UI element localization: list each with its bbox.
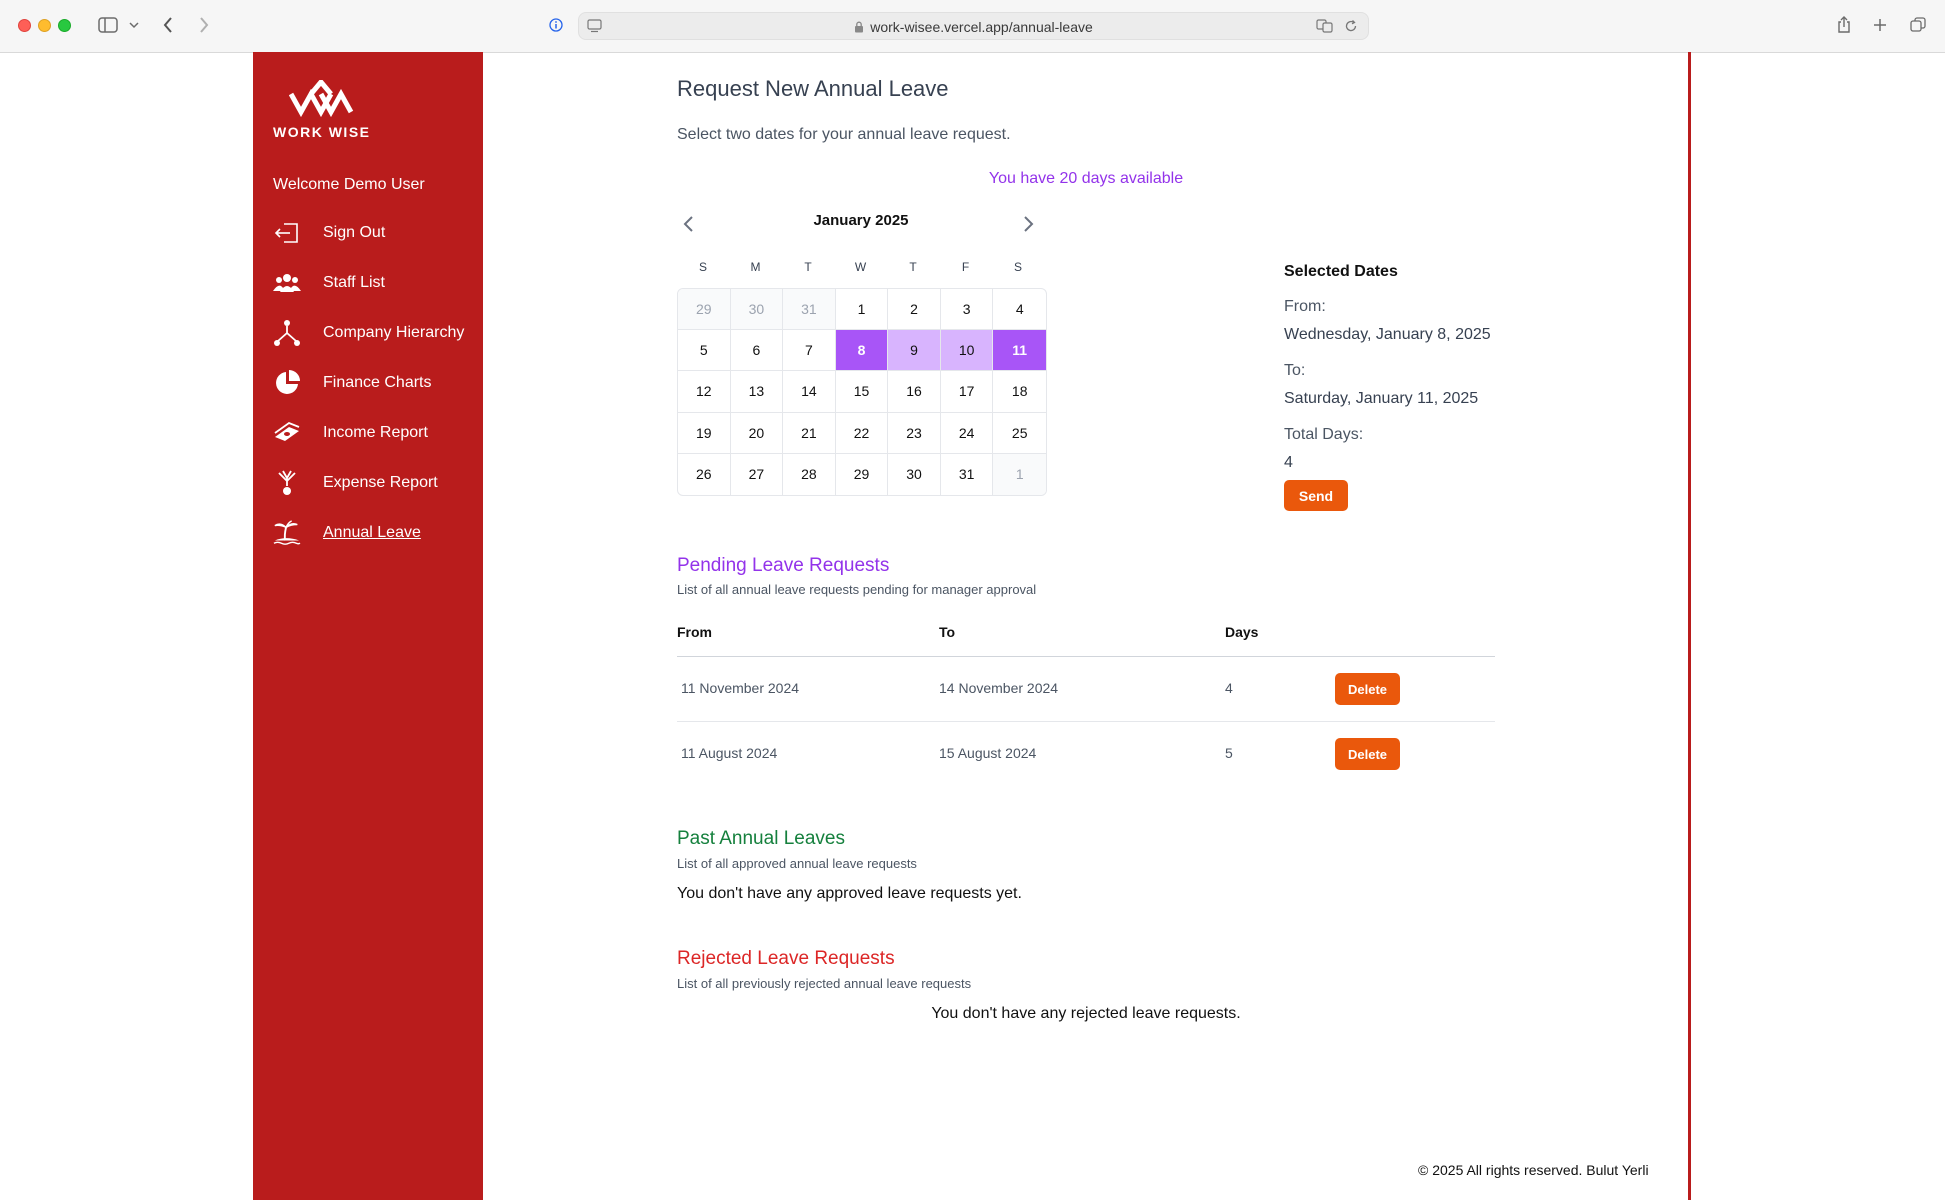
past-empty-message: You don't have any approved leave requests yet. xyxy=(677,885,1022,902)
calendar-day[interactable]: 27 xyxy=(731,454,784,495)
to-label: To: xyxy=(1284,362,1306,379)
tab-overview-icon[interactable] xyxy=(1908,13,1928,37)
days-available-text: You have 20 days available xyxy=(988,170,1184,187)
sidebar-item-label: Staff List xyxy=(323,274,385,291)
sidebar-item-label: Company Hierarchy xyxy=(323,324,465,341)
sidebar-item-label: Expense Report xyxy=(323,474,438,491)
sidebar-item-sign-out[interactable] xyxy=(273,218,478,248)
calendar-day[interactable]: 10 xyxy=(941,330,994,371)
calendar-day[interactable]: 18 xyxy=(993,371,1046,412)
lock-icon xyxy=(854,20,864,36)
calendar-day[interactable]: 17 xyxy=(941,371,994,412)
rejected-empty-message: You don't have any rejected leave requests. xyxy=(931,1005,1241,1022)
sidebar-item-label: Finance Charts xyxy=(323,374,432,391)
calendar-day[interactable]: 2 xyxy=(888,289,941,330)
sidebar xyxy=(253,52,483,1200)
from-label: From: xyxy=(1284,298,1326,315)
calendar-day[interactable]: 1 xyxy=(836,289,889,330)
calendar-day[interactable]: 26 xyxy=(678,454,731,495)
sidebar-item-staff-list[interactable] xyxy=(273,268,478,298)
calendar-day[interactable]: 28 xyxy=(783,454,836,495)
address-bar[interactable] xyxy=(578,12,1369,40)
calendar-month-label: January 2025 xyxy=(813,212,909,229)
sidebar-item-expense-report[interactable] xyxy=(273,468,478,498)
row-to: 15 August 2024 xyxy=(939,745,1037,761)
from-value: Wednesday, January 8, 2025 xyxy=(1284,326,1491,343)
calendar-day[interactable]: 31 xyxy=(941,454,994,495)
calendar-day[interactable]: 14 xyxy=(783,371,836,412)
calendar-day[interactable]: 5 xyxy=(678,330,731,371)
row-from: 11 August 2024 xyxy=(681,745,778,761)
row-days: 4 xyxy=(1225,680,1233,696)
back-icon[interactable] xyxy=(158,13,178,37)
staff-icon xyxy=(273,269,301,297)
calendar-day[interactable]: 12 xyxy=(678,371,731,412)
page-subtitle: Select two dates for your annual leave request. xyxy=(677,126,1011,143)
pie-chart-icon xyxy=(273,369,301,397)
past-section-subtitle: List of all approved annual leave requests xyxy=(677,856,917,871)
row-to: 14 November 2024 xyxy=(939,680,1059,696)
selected-dates-title: Selected Dates xyxy=(1284,263,1398,280)
maximize-window-button[interactable] xyxy=(58,19,71,32)
calendar-day[interactable]: 20 xyxy=(731,413,784,454)
calendar-day[interactable]: 30 xyxy=(888,454,941,495)
column-header-from: From xyxy=(677,624,712,640)
calendar-day[interactable]: 29 xyxy=(836,454,889,495)
weekday-header: T xyxy=(804,260,812,274)
chevron-right-icon xyxy=(1016,212,1040,236)
calendar-day[interactable]: 16 xyxy=(888,371,941,412)
row-divider xyxy=(677,721,1495,722)
column-header-to: To xyxy=(939,624,956,640)
weekday-header: S xyxy=(698,260,707,274)
hierarchy-icon xyxy=(273,319,301,347)
sidebar-item-company-hierarchy[interactable] xyxy=(273,318,478,348)
to-value: Saturday, January 11, 2025 xyxy=(1284,390,1479,407)
info-icon[interactable] xyxy=(546,13,566,37)
sign-out-icon xyxy=(273,219,301,247)
work-wise-logo[interactable] xyxy=(273,80,393,140)
sidebar-item-label: Income Report xyxy=(323,424,428,441)
calendar-day[interactable]: 29 xyxy=(678,289,731,330)
row-days: 5 xyxy=(1225,745,1233,761)
weekday-header: S xyxy=(1013,260,1022,274)
expense-icon xyxy=(273,469,301,497)
new-tab-icon[interactable] xyxy=(1870,13,1890,37)
island-icon xyxy=(273,519,301,547)
weekday-header: F xyxy=(961,260,970,274)
forward-icon[interactable] xyxy=(194,13,214,37)
weekday-header: M xyxy=(750,260,761,274)
calendar-day[interactable]: 9 xyxy=(888,330,941,371)
minimize-window-button[interactable] xyxy=(38,19,51,32)
page-title: Request New Annual Leave xyxy=(677,76,949,101)
calendar-day[interactable]: 4 xyxy=(993,289,1046,330)
calendar-day[interactable]: 30 xyxy=(731,289,784,330)
money-icon xyxy=(273,419,301,447)
next-month-button[interactable] xyxy=(1016,212,1040,236)
delete-button[interactable]: Delete xyxy=(1335,738,1400,770)
table-header-divider xyxy=(677,656,1495,657)
chevron-down-icon[interactable] xyxy=(126,13,142,37)
total-days-value: 4 xyxy=(1284,454,1293,471)
welcome-text: Welcome Demo User xyxy=(273,176,425,193)
calendar-day[interactable]: 3 xyxy=(941,289,994,330)
calendar-day[interactable]: 25 xyxy=(993,413,1046,454)
calendar-day[interactable]: 21 xyxy=(783,413,836,454)
reload-icon[interactable] xyxy=(1344,19,1358,38)
send-button[interactable]: Send xyxy=(1284,480,1348,511)
footer-copyright: © 2025 All rights reserved. Bulut Yerli xyxy=(1418,1162,1649,1178)
calendar-day[interactable]: 19 xyxy=(678,413,731,454)
calendar-day[interactable]: 8 xyxy=(836,330,889,371)
calendar-grid xyxy=(677,288,1047,496)
weekday-header: W xyxy=(854,260,867,274)
sidebar-item-label: Annual Leave xyxy=(323,524,421,541)
sidebar-item-annual-leave[interactable] xyxy=(273,518,478,548)
calendar-day[interactable]: 6 xyxy=(731,330,784,371)
row-from: 11 November 2024 xyxy=(681,680,800,696)
calendar-day[interactable]: 24 xyxy=(941,413,994,454)
column-header-days: Days xyxy=(1225,624,1259,640)
translate-icon[interactable] xyxy=(1316,19,1334,38)
close-window-button[interactable] xyxy=(18,19,31,32)
page-border-line xyxy=(1688,52,1691,1200)
pending-section-title: Pending Leave Requests xyxy=(677,555,890,576)
sidebar-toggle-icon[interactable] xyxy=(96,13,120,37)
share-icon[interactable] xyxy=(1834,13,1854,37)
calendar-day[interactable]: 15 xyxy=(836,371,889,412)
url-text: work-wisee.vercel.app/annual-leave xyxy=(870,19,1093,35)
total-days-label: Total Days: xyxy=(1284,426,1364,443)
calendar-day[interactable]: 11 xyxy=(993,330,1046,371)
rejected-section-title: Rejected Leave Requests xyxy=(677,948,895,969)
calendar-day[interactable]: 1 xyxy=(993,454,1046,495)
rejected-section-subtitle: List of all previously rejected annual leave requests xyxy=(677,976,972,991)
sidebar-item-income-report[interactable] xyxy=(273,418,478,448)
sidebar-item-label: Sign Out xyxy=(323,224,386,241)
calendar-day[interactable]: 13 xyxy=(731,371,784,412)
delete-button[interactable]: Delete xyxy=(1335,673,1400,705)
browser-toolbar xyxy=(0,0,1945,53)
logo-text: WORK WISE xyxy=(273,124,371,140)
weekday-header: T xyxy=(909,260,917,274)
calendar-day[interactable]: 23 xyxy=(888,413,941,454)
sidebar-item-finance-charts[interactable] xyxy=(273,368,478,398)
pending-section-subtitle: List of all annual leave requests pending for manager approval xyxy=(677,582,1037,597)
calendar-day[interactable]: 31 xyxy=(783,289,836,330)
past-section-title: Past Annual Leaves xyxy=(677,828,845,849)
calendar-day[interactable]: 7 xyxy=(783,330,836,371)
calendar-day[interactable]: 22 xyxy=(836,413,889,454)
